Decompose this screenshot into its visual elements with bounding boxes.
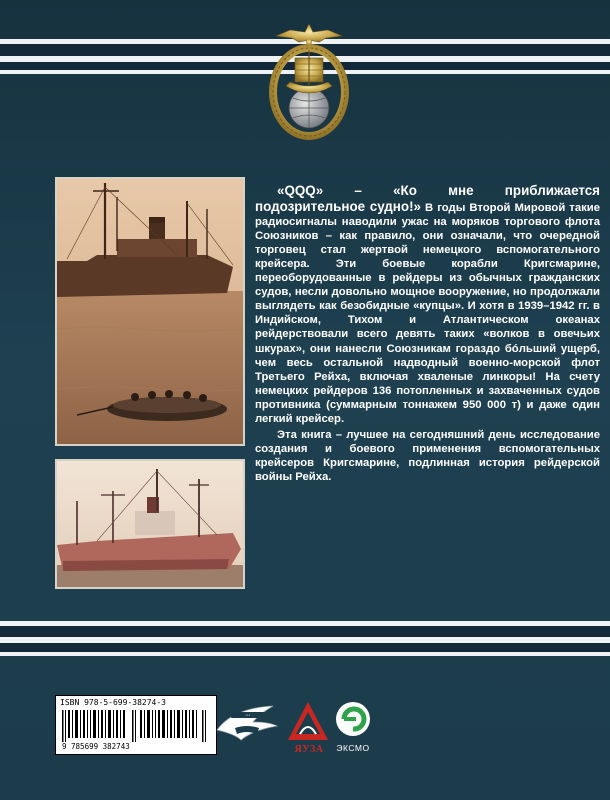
yauza-label: ЯУЗА — [294, 744, 324, 755]
barcode-digits: 9 785699 382743 — [62, 742, 130, 751]
eksmo-publisher-logo-icon — [334, 700, 372, 740]
merchant-ship-docked-photo — [57, 461, 243, 587]
bottom-stripe-band-2 — [0, 643, 610, 652]
eksmo-label: ЭКСМО — [336, 743, 370, 753]
isbn-label: ISBN 978-5-699-38274-3 — [60, 698, 166, 707]
description-paragraph-1 — [255, 183, 600, 426]
isbn-barcode-box — [55, 695, 217, 755]
bottom-stripe-3 — [0, 652, 610, 656]
series-logo-icon — [213, 700, 281, 746]
paragraph-1-text: В годы Второй Мировой такие радиосигналы наводили ужас на моряков торгового флота Союзников – как правило, они означали, что очередной торговец стал жертвой немецкого вспомогательного крейсера. Эти боевые корабли Кригсмарине, переоборудованные в рейдеры из обычных гражданских судов, несли довольно мощное вооружение, но продолжали выглядеть как безобидные «купцы». И хотя в 1939–1942 гг. в Индийском, Тихом и Атлантическом океанах рейдерствовали всего девять таких «волков в овечьих шкурах», они нанесли Союзникам гораздо бóльший ущерб, чем весь остальной надводный военно-морской флот Третьего Рейха, включая хваленые линкоры! На счету немецких рейдеров 136 потопленных и захваченных судов противника (суммарным тоннажем 950 000 т) и даже один легкий крейсер. — [255, 202, 601, 425]
kriegsmarine-badge-icon — [266, 20, 352, 140]
barcode-icon — [62, 710, 208, 742]
merchant-raider-ship-with-lifeboat-photo — [57, 179, 243, 444]
lead-quote: «QQQ» – «Ко мне приближается подозрительное судно!» — [255, 183, 600, 215]
raider-ship-photo — [55, 177, 245, 446]
docked-ship-photo — [55, 459, 245, 589]
svg-text:···: ··· — [245, 713, 251, 719]
description-paragraph-2: Эта книга – лучшее на сегодняшний день исследование создания и боевого применения вспомогательных крейсеров Кригсмарине, подлинная история рейдерской войны Рейха. — [255, 428, 600, 483]
bottom-stripe-band — [0, 626, 610, 637]
book-description — [255, 183, 600, 484]
